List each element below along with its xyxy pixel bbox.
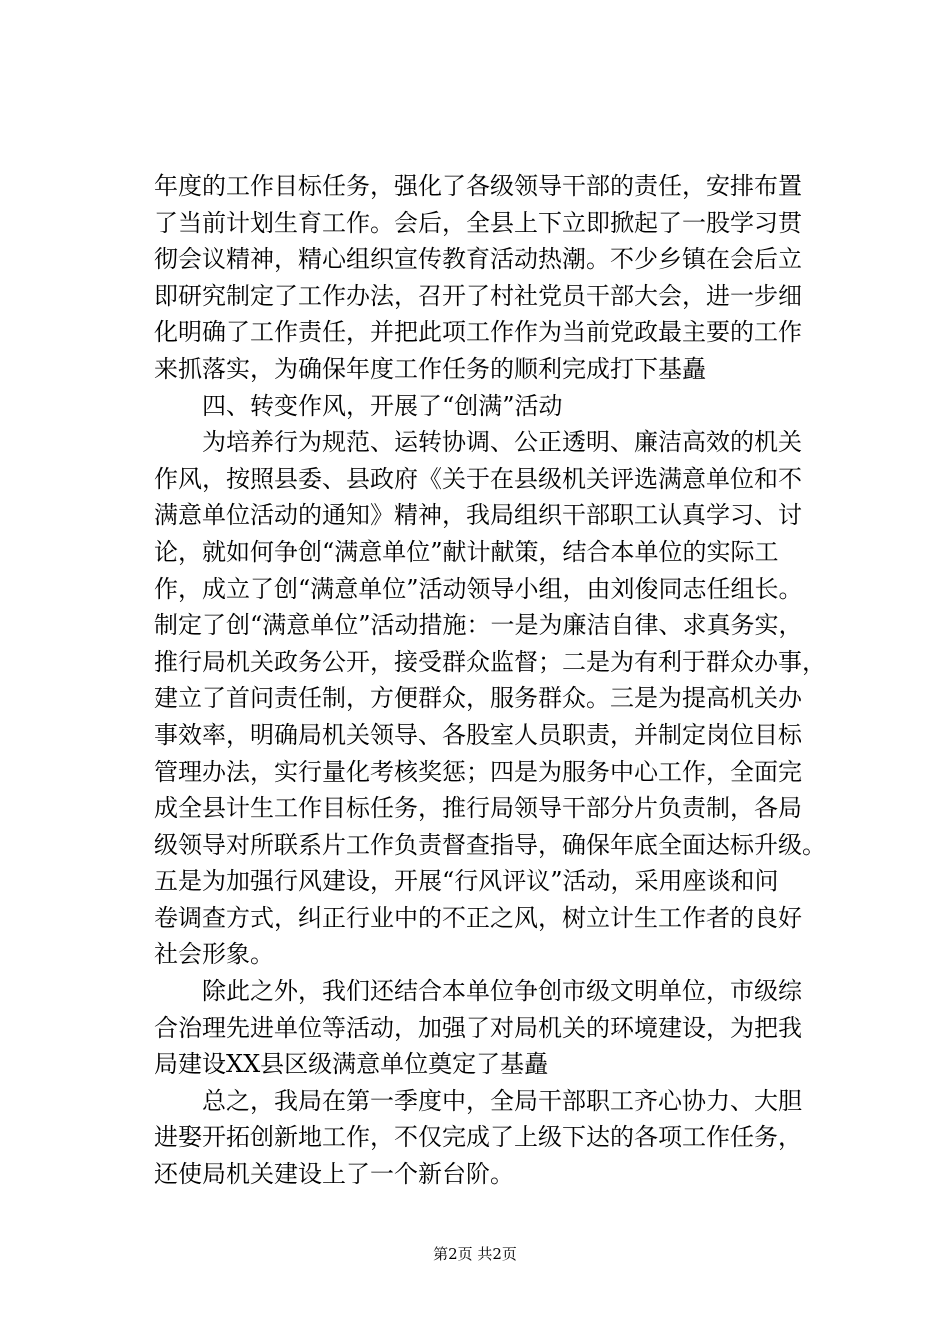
- text-line: 级领导对所联系片工作负责督查指导，确保年底全面达标升级。: [154, 830, 826, 859]
- text-line: 彻会议精神，精心组织宣传教育活动热潮。不少乡镇在会后立: [154, 245, 802, 274]
- text-line: 总之，我局在第一季度中，全局干部职工齐心协力、大胆: [154, 1086, 802, 1115]
- text-line: 社会形象。: [154, 940, 274, 969]
- text-line: 事效率，明确局机关领导、各股室人员职责，并制定岗位目标: [154, 720, 802, 749]
- text-line: 卷调查方式，纠正行业中的不正之风，树立计生工作者的良好: [154, 903, 802, 932]
- body-text: [154, 168, 834, 1193]
- text-line: 进娶开拓创新地工作，不仅完成了上级下达的各项工作任务，: [154, 1123, 802, 1152]
- text-line: 成全县计生工作目标任务，推行局领导干部分片负责制，各局: [154, 794, 802, 823]
- text-line: 建立了首问责任制，方便群众，服务群众。三是为提高机关办: [154, 684, 802, 713]
- text-line: 作，成立了创“满意单位”活动领导小组，由刘俊同志任组长。: [154, 574, 803, 603]
- text-line: 了当前计划生育工作。会后，全县上下立即掀起了一股学习贯: [154, 208, 802, 237]
- text-line: 五是为加强行风建设，开展“行风评议”活动，采用座谈和问: [154, 867, 779, 896]
- page-footer: [0, 1244, 950, 1264]
- text-line: 为培养行为规范、运转协调、公正透明、廉洁高效的机关: [154, 428, 802, 457]
- text-line: 管理办法，实行量化考核奖惩；四是为服务中心工作，全面完: [154, 757, 802, 786]
- text-line: 还使局机关建设上了一个新台阶。: [154, 1160, 514, 1189]
- text-line: 满意单位活动的通知》精神，我局组织干部职工认真学习、讨: [154, 501, 802, 530]
- text-line: 作风，按照县委、县政府《关于在县级机关评选满意单位和不: [154, 464, 802, 493]
- page-number-label: 第2页 共2页: [433, 1245, 517, 1263]
- text-line: 合治理先进单位等活动，加强了对局机关的环境建设，为把我: [154, 1013, 802, 1042]
- text-line: 制定了创“满意单位”活动措施：一是为廉洁自律、求真务实，: [154, 611, 803, 640]
- section-heading: 四、转变作风，开展了“创满”活动: [154, 391, 563, 420]
- text-line: 来抓落实，为确保年度工作任务的顺利完成打下基矗: [154, 354, 706, 383]
- text-line: 局建设XX县区级满意单位奠定了基矗: [154, 1050, 549, 1079]
- text-line: 年度的工作目标任务，强化了各级领导干部的责任，安排布置: [154, 172, 802, 200]
- text-line: 推行局机关政务公开，接受群众监督；二是为有利于群众办事，: [154, 647, 826, 676]
- text-line: 化明确了工作责任，并把此项工作作为当前党政最主要的工作: [154, 318, 802, 347]
- text-line: 即研究制定了工作办法，召开了村社党员干部大会，进一步细: [154, 281, 802, 310]
- text-line: 论，就如何争创“满意单位”献计献策，结合本单位的实际工: [154, 537, 779, 566]
- text-line: 除此之外，我们还结合本单位争创市级文明单位，市级综: [154, 977, 802, 1006]
